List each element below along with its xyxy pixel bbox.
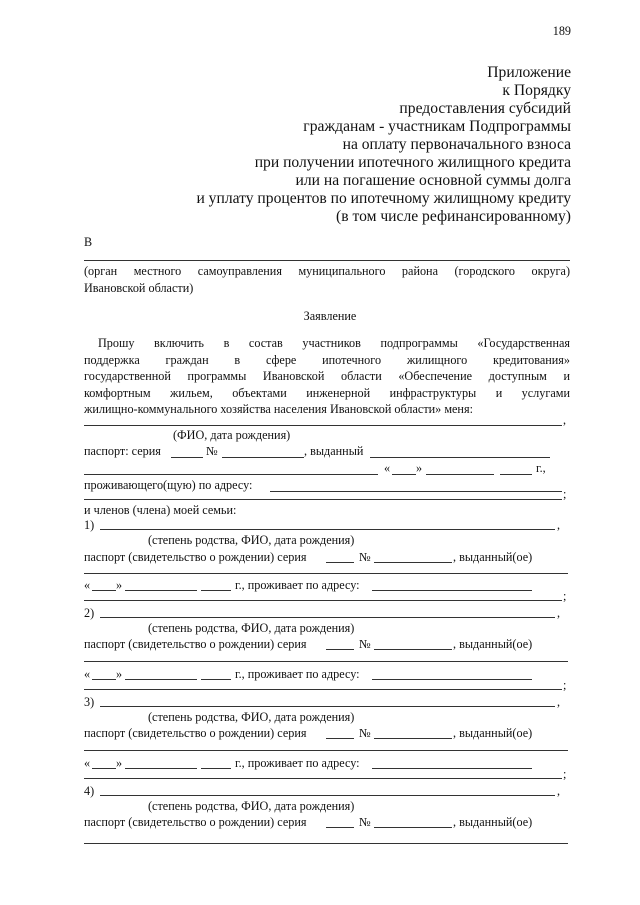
number-sign: № (206, 444, 218, 458)
header-line: и уплату процентов по ипотечному жилищному кредиту (196, 190, 571, 207)
number-sign: № (359, 726, 371, 740)
member-day-field[interactable] (92, 590, 116, 591)
quote-close: » (116, 578, 123, 592)
header-line: Приложение (487, 64, 571, 81)
comma: , (557, 784, 561, 798)
end-mark: ; (563, 487, 567, 501)
request-line: комфортным жильем, объектами инженерной инфраструктуры и услугами (84, 386, 570, 400)
comma: , (557, 606, 561, 620)
residence-label: проживающего(щую) по адресу: (84, 478, 253, 492)
request-line: Прошу включить в состав участников подпрограммы «Государственная (98, 336, 570, 350)
request-line-last: жилищно-коммунального хозяйства населения Ивановской области» меня: (84, 402, 473, 416)
number-sign: № (359, 815, 371, 829)
member-year-field[interactable] (201, 679, 231, 680)
quote-open: « (84, 667, 91, 681)
quote-close: » (416, 461, 423, 475)
member-number: 1) (84, 518, 95, 532)
page-number: 189 (552, 24, 571, 38)
member-name-field[interactable] (100, 795, 555, 796)
member-number: 4) (84, 784, 95, 798)
request-line: государственной программы Ивановской области «Обеспечение доступным и (84, 369, 570, 383)
member-month-field[interactable] (125, 590, 197, 591)
request-line: поддержка граждан в сфере ипотечного жилищного кредитования» (84, 353, 570, 367)
member-issued-by-field[interactable] (84, 573, 568, 574)
member-caption: (степень родства, ФИО, дата рождения) (148, 710, 355, 724)
member-name-field[interactable] (100, 529, 555, 530)
number-sign: № (359, 550, 371, 564)
member-caption: (степень родства, ФИО, дата рождения) (148, 621, 355, 635)
member-issued-label: , выданный(ое) (453, 550, 533, 564)
issued-label: , выданный (304, 444, 364, 458)
member-month-field[interactable] (125, 768, 197, 769)
end-mark: ; (563, 589, 567, 603)
member-caption: (степень родства, ФИО, дата рождения) (148, 799, 355, 813)
member-day-field[interactable] (92, 679, 116, 680)
member-issued-label: , выданный(ое) (453, 637, 533, 651)
member-name-field[interactable] (100, 617, 555, 618)
member-number-field[interactable] (374, 562, 452, 563)
issue-day-field[interactable] (392, 474, 416, 475)
passport-number-field[interactable] (222, 457, 304, 458)
applicant-name-field[interactable] (84, 425, 562, 426)
addressee-caption-2: Ивановской области) (84, 281, 194, 295)
header-line: предоставления субсидий (399, 100, 571, 117)
number-sign: № (359, 637, 371, 651)
member-residence-label: г., проживает по адресу: (235, 667, 360, 681)
member-issued-by-field[interactable] (84, 750, 568, 751)
member-number: 2) (84, 606, 95, 620)
member-number-field[interactable] (374, 649, 452, 650)
member-passport-label: паспорт (свидетельство о рождении) серия (84, 726, 307, 740)
member-address-field[interactable] (372, 768, 532, 769)
passport-issued-by-field-2[interactable] (84, 474, 378, 475)
end-mark: ; (563, 678, 567, 692)
member-residence-label: г., проживает по адресу: (235, 578, 360, 592)
member-issued-by-field[interactable] (84, 661, 568, 662)
member-series-field[interactable] (326, 562, 354, 563)
document-title: Заявление (303, 309, 357, 323)
member-day-field[interactable] (92, 768, 116, 769)
addressee-field[interactable] (84, 260, 570, 261)
quote-open: « (84, 756, 91, 770)
comma: , (557, 518, 561, 532)
header-line: или на погашение основной суммы долга (295, 172, 571, 189)
family-intro: и членов (члена) моей семьи: (84, 503, 237, 517)
member-address-field-2[interactable] (84, 689, 562, 690)
member-series-field[interactable] (326, 738, 354, 739)
quote-close: » (116, 756, 123, 770)
member-address-field-2[interactable] (84, 600, 562, 601)
residence-field[interactable] (270, 491, 562, 492)
member-number-field[interactable] (374, 738, 452, 739)
member-issued-label: , выданный(ое) (453, 815, 533, 829)
addressee-caption: (орган местного самоуправления муниципального района (городского округа) (84, 264, 570, 278)
header-line: к Порядку (502, 82, 571, 99)
member-number-field[interactable] (374, 827, 452, 828)
end-mark: ; (563, 767, 567, 781)
member-issued-label: , выданный(ое) (453, 726, 533, 740)
header-line: гражданам - участникам Подпрограммы (303, 118, 571, 135)
header-line: (в том числе рефинансированному) (336, 208, 571, 225)
member-series-field[interactable] (326, 827, 354, 828)
member-year-field[interactable] (201, 768, 231, 769)
member-number: 3) (84, 695, 95, 709)
quote-open: « (384, 461, 391, 475)
member-caption: (степень родства, ФИО, дата рождения) (148, 533, 355, 547)
member-issued-by-field[interactable] (84, 843, 568, 844)
comma: , (563, 413, 567, 427)
year-suffix: г., (536, 461, 546, 475)
quote-close: » (116, 667, 123, 681)
header-line: при получении ипотечного жилищного кредита (254, 154, 571, 171)
member-name-field[interactable] (100, 706, 555, 707)
member-address-field-2[interactable] (84, 778, 562, 779)
comma: , (557, 695, 561, 709)
member-month-field[interactable] (125, 679, 197, 680)
passport-issued-by-field[interactable] (370, 457, 550, 458)
quote-open: « (84, 578, 91, 592)
member-series-field[interactable] (326, 649, 354, 650)
member-residence-label: г., проживает по адресу: (235, 756, 360, 770)
member-passport-label: паспорт (свидетельство о рождении) серия (84, 815, 307, 829)
header-line: на оплату первоначального взноса (342, 136, 571, 153)
passport-series-field[interactable] (171, 457, 203, 458)
member-address-field[interactable] (372, 679, 532, 680)
residence-field-2[interactable] (84, 499, 562, 500)
addressee-prefix: В (84, 235, 93, 249)
member-address-field[interactable] (372, 590, 532, 591)
member-passport-label: паспорт (свидетельство о рождении) серия (84, 637, 307, 651)
passport-series-label: паспорт: серия (84, 444, 161, 458)
member-year-field[interactable] (201, 590, 231, 591)
member-passport-label: паспорт (свидетельство о рождении) серия (84, 550, 307, 564)
applicant-name-caption: (ФИО, дата рождения) (173, 428, 291, 442)
issue-year-field[interactable] (500, 474, 532, 475)
issue-month-field[interactable] (426, 474, 494, 475)
